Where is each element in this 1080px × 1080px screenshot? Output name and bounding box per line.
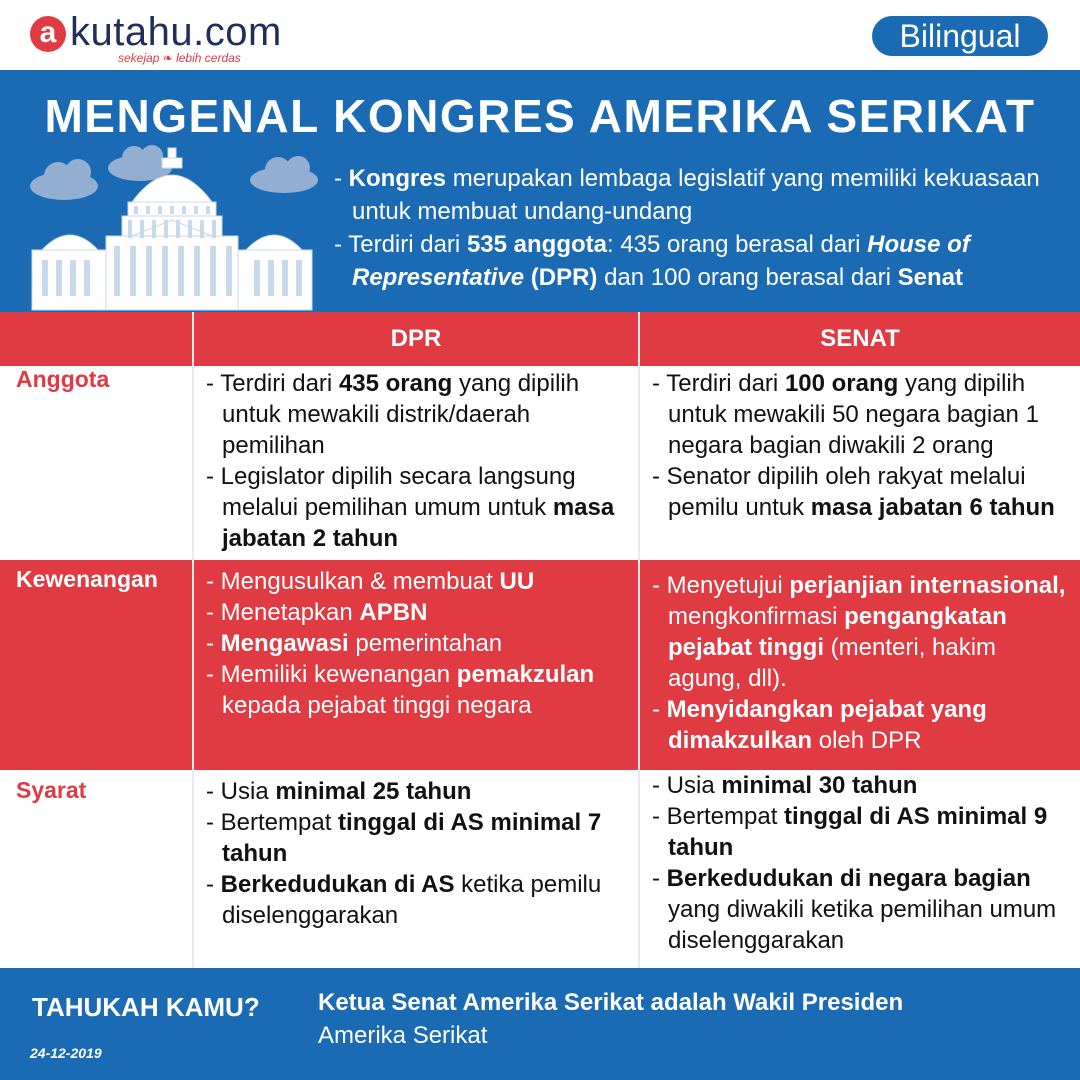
list-item: - Terdiri dari 435 orang yang dipilih untuk mewakili distrik/daerah pemilihan xyxy=(206,370,580,459)
column-divider xyxy=(192,312,194,968)
list-item: - Terdiri dari 100 orang yang dipilih untuk mewakili 50 negara bagian 1 negara bagian diwakili 2 orang xyxy=(652,370,1039,459)
list-item: - Mengusulkan & membuat UU xyxy=(206,568,535,595)
row-divider xyxy=(0,560,1080,562)
list-item: - Berkedudukan di AS ketika pemilu diselenggarakan xyxy=(206,871,602,929)
header xyxy=(0,0,1080,70)
cell-kewenangan-dpr xyxy=(206,566,626,721)
list-item: - Bertempat tinggal di AS minimal 9 tahun xyxy=(652,803,1048,861)
intro-line: - Terdiri dari 535 anggota: 435 orang berasal dari House of Representative (DPR) dan 100 orang berasal dari Senat xyxy=(334,231,970,291)
row-label-anggota: Anggota xyxy=(16,366,110,392)
intro-text xyxy=(334,162,1074,294)
list-item: - Usia minimal 30 tahun xyxy=(652,772,918,799)
cell-anggota-dpr xyxy=(206,368,626,554)
list-item: - Berkedudukan di negara bagian yang diwakili ketika pemilihan umum diselenggarakan xyxy=(652,865,1057,954)
intro-line: - Kongres merupakan lembaga legislatif yang memiliki kekuasaan untuk membuat undang-undang xyxy=(334,165,1040,225)
list-item: - Menyetujui perjanjian internasional, mengkonfirmasi pengangkatan pejabat tinggi (menteri, hakim agung, dll). xyxy=(652,572,1066,692)
list-item: - Usia minimal 25 tahun xyxy=(206,778,472,805)
list-item: - Legislator dipilih secara langsung melalui pemilihan umum untuk masa jabatan 2 tahun xyxy=(206,463,615,552)
cell-syarat-senat xyxy=(652,770,1072,956)
did-you-know-fact xyxy=(318,986,1058,1052)
column-header-senat: SENAT xyxy=(820,325,900,352)
fact-rest-text: Amerika Serikat xyxy=(318,1022,488,1049)
cell-syarat-dpr xyxy=(206,776,626,931)
page-title: MENGENAL KONGRES AMERIKA SERIKAT xyxy=(44,90,1036,142)
row-label-syarat: Syarat xyxy=(16,777,87,803)
column-header-dpr: DPR xyxy=(390,325,442,352)
column-divider xyxy=(638,312,640,968)
capitol-building-illustration xyxy=(22,140,322,312)
logo-letter-badge: a xyxy=(30,16,66,52)
list-item: - Senator dipilih oleh rakyat melalui pemilu untuk masa jabatan 6 tahun xyxy=(652,463,1055,521)
list-item: - Menyidangkan pejabat yang dimakzulkan oleh DPR xyxy=(652,696,987,754)
list-item: - Menetapkan APBN xyxy=(206,599,428,626)
publish-date: 24-12-2019 xyxy=(30,1045,102,1061)
cell-anggota-senat xyxy=(652,368,1068,523)
bilingual-badge[interactable]: Bilingual xyxy=(872,16,1048,56)
list-item: - Memiliki kewenangan pemakzulan kepada pejabat tinggi negara xyxy=(206,661,595,719)
list-item: - Mengawasi pemerintahan xyxy=(206,630,503,657)
row-label-kewenangan: Kewenangan xyxy=(16,566,158,592)
logo-wordmark: kutahu.com xyxy=(70,10,282,54)
logo-tagline: sekejap ❧ lebih cerdas xyxy=(118,51,241,65)
cell-kewenangan-senat xyxy=(652,570,1068,756)
list-item: - Bertempat tinggal di AS minimal 7 tahun xyxy=(206,809,602,867)
fact-bold-text: Ketua Senat Amerika Serikat adalah Wakil Presiden xyxy=(318,989,904,1016)
did-you-know-heading: TAHUKAH KAMU? xyxy=(32,992,260,1022)
